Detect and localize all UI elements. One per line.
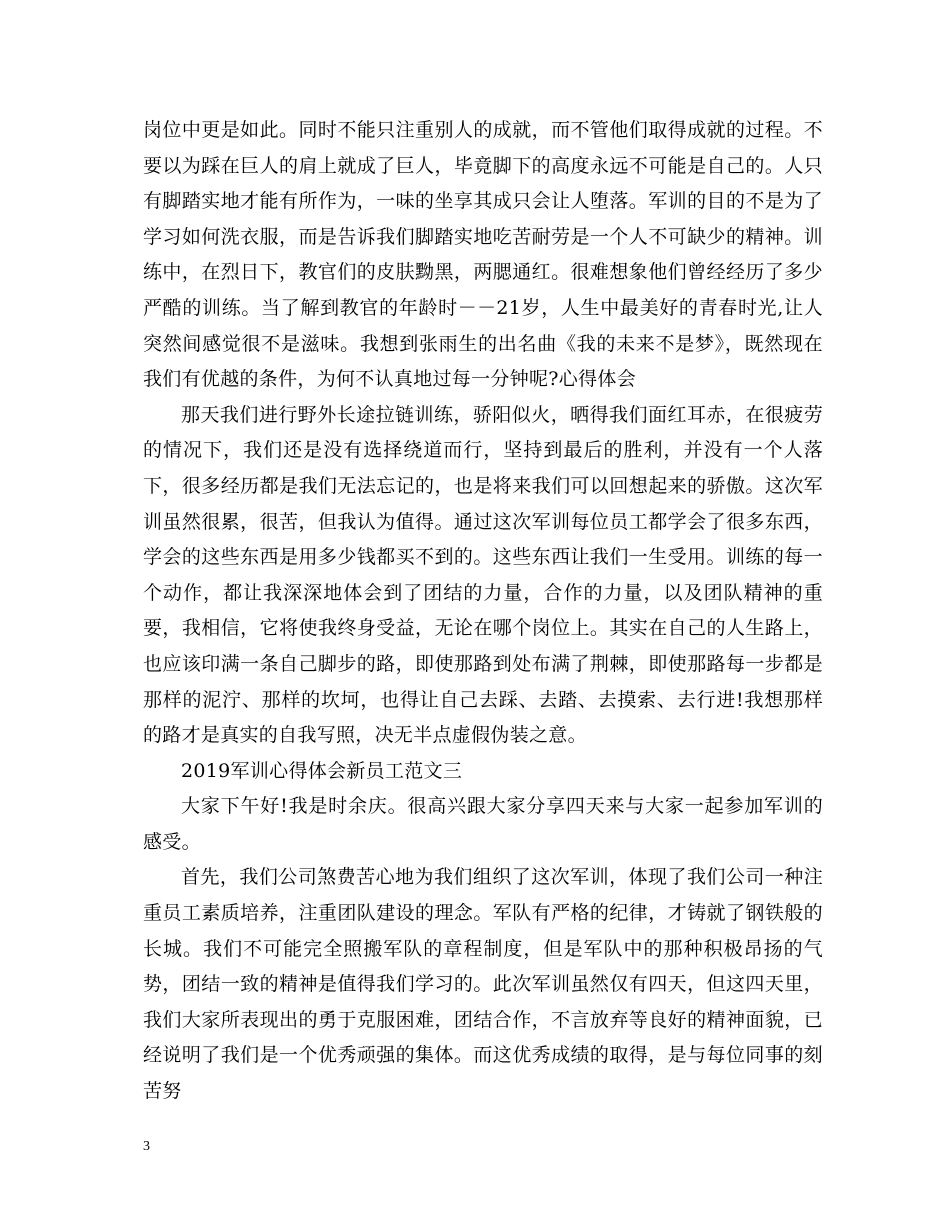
paragraph-2: 那天我们进行野外长途拉链训练，骄阳似火，晒得我们面红耳赤，在很疲劳的情况下，我们还是没有选择绕道而行，坚持到最后的胜利，并没有一个人落下，很多经历都是我们无法忘记的，也是将来我们可以回想起来的骄傲。这次军训虽然很累，很苦，但我认为值得。通过这次军训每位员工都学会了很多东西，学会的这些东西是用多少钱都买不到的。这些东西让我们一生受用。训练的每一个动作，都让我深深地体会到了团结的力量，合作的力量，以及团队精神的重要，我相信，它将使我终身受益，无论在哪个岗位上。其实在自己的人生路上，也应该印满一条自己脚步的路，即使那路到处布满了荆棘，即使那路每一步都是那样的泥泞、那样的坎坷，也得让自己去踩、去踏、去摸索、去行进!我想那样的路才是真实的自我写照，决无半点虚假伪装之意。 <box>143 403 823 747</box>
paragraph-3: 大家下午好!我是时余庆。很高兴跟大家分享四天来与大家一起参加军训的感受。 <box>143 795 823 853</box>
page-number: 3 <box>143 1139 150 1154</box>
document-body <box>143 113 823 1110</box>
paragraph-4: 首先，我们公司煞费苦心地为我们组织了这次军训，体现了我们公司一种注重员工素质培养，注重团队建设的理念。军队有严格的纪律，才铸就了钢铁般的长城。我们不可能完全照搬军队的章程制度，但是军队中的那种积极昂扬的气势，团结一致的精神是值得我们学习的。此次军训虽然仅有四天，但这四天里，我们大家所表现出的勇于克服困难，团结合作，不言放弃等良好的精神面貌，已经说明了我们是一个优秀顽强的集体。而这优秀成绩的取得，是与每位同事的刻苦努 <box>143 866 823 1103</box>
section-heading: 2019军训心得体会新员工范文三 <box>181 759 463 782</box>
paragraph-1: 岗位中更是如此。同时不能只注重别人的成就，而不管他们取得成就的过程。不要以为踩在巨人的肩上就成了巨人，毕竟脚下的高度永远不可能是自己的。人只有脚踏实地才能有所作为，一味的坐享其成只会让人堕落。军训的目的不是为了学习如何洗衣服，而是告诉我们脚踏实地吃苦耐劳是一个人不可缺少的精神。训练中，在烈日下，教官们的皮肤黝黑，两腮通红。很难想象他们曾经经历了多少严酷的训练。当了解到教官的年龄时－－21岁，人生中最美好的青春时光,让人突然间感觉很不是滋味。我想到张雨生的出名曲《我的未来不是梦》，既然现在我们有优越的条件，为何不认真地过每一分钟呢?心得体会 <box>143 119 823 391</box>
